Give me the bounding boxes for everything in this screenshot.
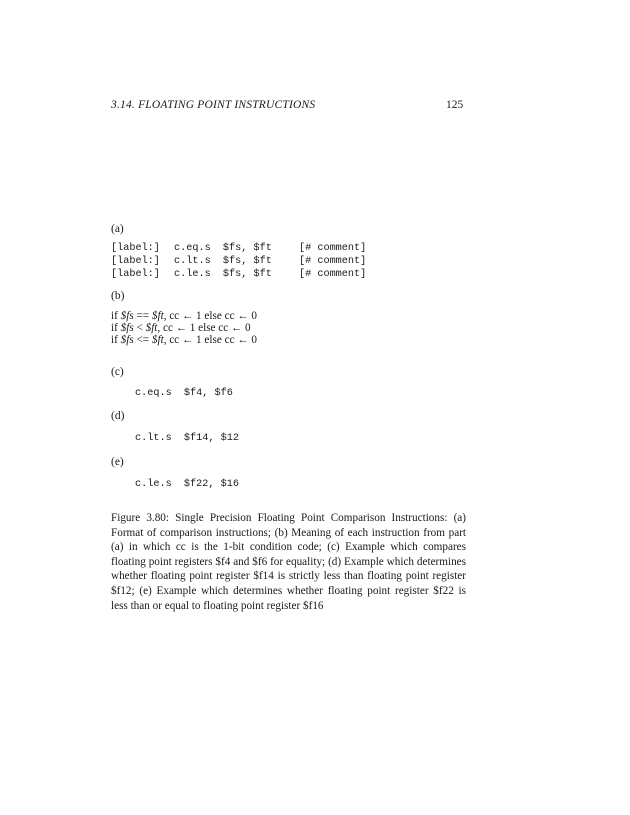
format-comment: [# comment] — [299, 256, 367, 267]
meaning-if: if — [111, 334, 121, 346]
meaning-op: < — [133, 322, 146, 334]
meaning-rhs: $ft — [151, 334, 164, 346]
part-c-label: (c) — [111, 366, 124, 378]
meaning-op: <= — [133, 334, 152, 346]
meaning-then: , cc ← 1 else cc ← 0 — [163, 310, 257, 322]
example-c-code: c.eq.s $f4, $f6 — [135, 388, 233, 399]
meaning-then: , cc ← 1 else cc ← 0 — [157, 322, 251, 334]
meaning-line — [111, 322, 251, 335]
meaning-then: , cc ← 1 else cc ← 0 — [163, 334, 257, 346]
format-label: [label:] — [111, 269, 160, 280]
part-e-label: (e) — [111, 456, 124, 468]
meaning-rhs: $ft — [151, 310, 164, 322]
format-instruction: c.lt.s $fs, $ft — [174, 256, 272, 267]
format-comment: [# comment] — [299, 269, 367, 280]
figure-caption: Figure 3.80: Single Precision Floating Point Comparison Instructions: (a) Format of comparison instructions; (b) Meaning of each instruction from part (a) in which cc is the 1-bit condition code; (c) Example which compares floating point registers $f4 and $f6 for equality; (d) Example which determines whether floating point register $f14 is strictly less than floating point register $f12; (e) Example which determines whether floating point register $f22 is less than or equal to floating point register $f16 — [111, 512, 466, 612]
meaning-lhs: $fs — [120, 310, 134, 322]
example-e-code: c.le.s $f22, $16 — [135, 479, 239, 490]
format-instruction: c.eq.s $fs, $ft — [174, 243, 272, 254]
format-instruction: c.le.s $fs, $ft — [174, 269, 272, 280]
format-label: [label:] — [111, 243, 160, 254]
meaning-line — [111, 334, 257, 347]
meaning-if: if — [111, 322, 121, 334]
example-d-code: c.lt.s $f14, $12 — [135, 433, 239, 444]
running-header-section: 3.14. FLOATING POINT INSTRUCTIONS — [111, 99, 316, 111]
meaning-op: == — [133, 310, 152, 322]
meaning-lhs: $fs — [120, 322, 134, 334]
part-b-label: (b) — [111, 290, 125, 302]
part-d-label: (d) — [111, 410, 125, 422]
meaning-if: if — [111, 310, 121, 322]
meaning-rhs: $ft — [145, 322, 158, 334]
format-comment: [# comment] — [299, 243, 367, 254]
meaning-line — [111, 310, 257, 323]
format-label: [label:] — [111, 256, 160, 267]
part-a-label: (a) — [111, 223, 124, 235]
meaning-lhs: $fs — [120, 334, 134, 346]
page-number: 125 — [446, 99, 464, 111]
